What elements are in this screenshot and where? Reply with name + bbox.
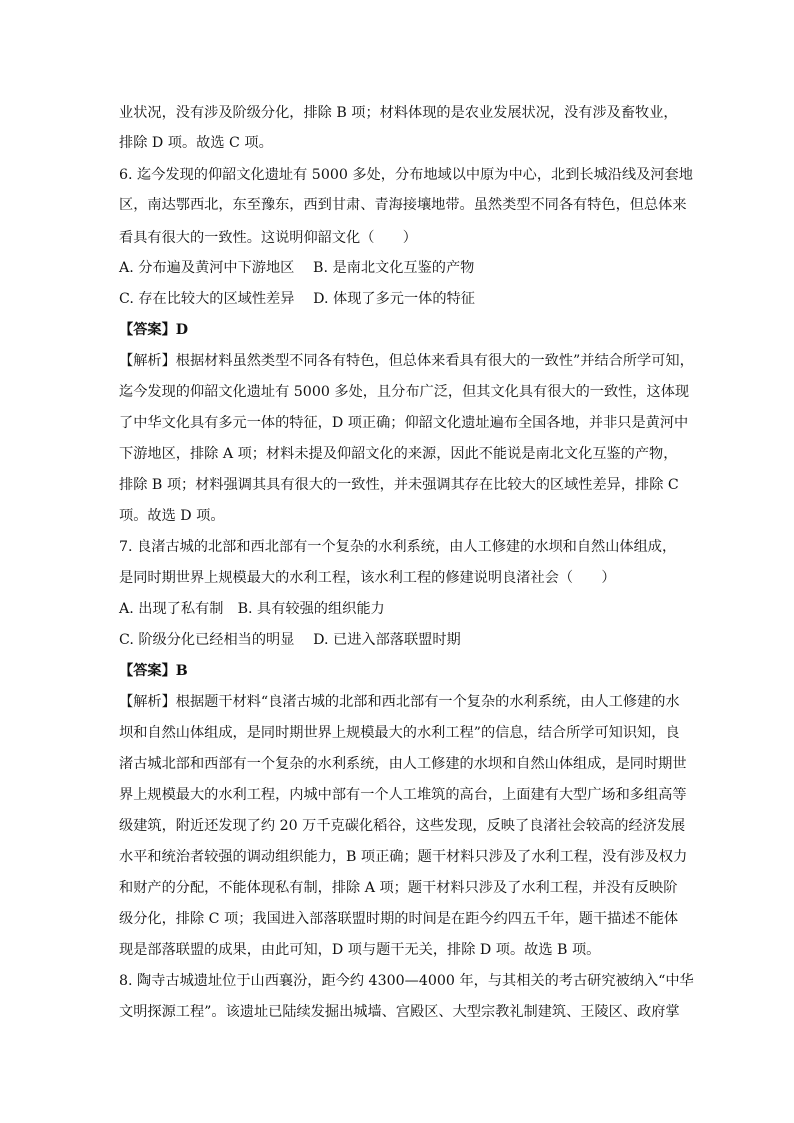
text-line: 现是部落联盟的成果，由此可知，D 项与题干无关，排除 D 项。故选 B 项。 [119,942,601,958]
options-ab: A. 出现了私有制 B. 具有较强的组织能力 [119,601,385,617]
text-line: 坝和自然山体组成，是同时期世界上规模最大的水利工程”的信息，结合所学可知识知，良 [119,725,680,741]
text-line: 排除 D 项。故选 C 项。 [119,135,273,151]
text-line: 是同时期世界上规模最大的水利工程，该水利工程的修建说明良渚社会（ ） [119,570,616,586]
text-line: 业状况，没有涉及阶级分化，排除 B 项；材料体现的是农业发展状况，没有涉及畜牧业， [119,105,678,121]
text-line: 级建筑，附近还发现了约 20 万千克碳化稻谷，这些发现，反映了良渚社会较高的经济发展 [119,818,686,834]
text-line: 水平和统治者较强的调动组织能力，B 项正确；题干材料只涉及了水利工程，没有涉及权力 [119,849,688,865]
analysis-line: 【解析】根据材料虽然类型不同各有特色，但总体来看具有很大的一致性”并结合所学可知， [119,353,694,369]
text-line: 渚古城北部和西部有一个复杂的水利系统，由人工修建的水坝和自然山体组成，是同时期世 [119,756,687,772]
text-line: 级分化，排除 C 项；我国进入部落联盟时期的时间是在距今约四五千年，题干描述不能体 [119,911,679,927]
answer-label: 【答案】B [119,663,188,679]
question-7-stem: 7. 良渚古城的北部和西北部有一个复杂的水利系统，由人工修建的水坝和自然山体组成， [119,539,677,555]
text-line: 和财产的分配，不能体现私有制，排除 A 项；题干材料只涉及了水利工程，并没有反映阶 [119,880,678,896]
text-line: 文明探源工程”。该遗址已陆续发掘出城墙、宫殿区、大型宗教礼制建筑、王陵区、政府掌 [119,1004,680,1020]
text-line: 了中华文化具有多元一体的特征，D 项正确；仰韶文化遗址遍布全国各地，并非只是黄河中 [119,415,689,431]
options-ab: A. 分布遍及黄河中下游地区 B. 是南北文化互鉴的产物 [119,260,475,276]
text-line: 排除 B 项；材料强调其具有很大的一致性，并未强调其存在比较大的区域性差异，排除 C [119,477,679,493]
question-6-stem: 6. 迄今发现的仰韶文化遗址有 5000 多处，分布地域以中原为中心，北到长城沿线及河套地 [119,167,693,183]
analysis-line: 【解析】根据题干材料“良渚古城的北部和西北部有一个复杂的水利系统，由人工修建的水 [119,694,680,710]
text-line: 看具有很大的一致性。这说明仰韶文化（ ） [119,230,417,246]
text-line: 界上规模最大的水利工程，内城中部有一个人工堆筑的高台，上面建有大型广场和多组高等 [119,787,687,803]
text-line: 区，南达鄂西北，东至豫东，西到甘肃、青海接壤地带。虽然类型不同各有特色，但总体来 [119,197,687,213]
text-line: 下游地区，排除 A 项；材料未提及仰韶文化的来源，因此不能说是南北文化互鉴的产物， [119,446,678,462]
text-line: 项。故选 D 项。 [119,508,225,524]
question-8-stem: 8. 陶寺古城遗址位于山西襄汾，距今约 4300—4000 年，与其相关的考古研究被纳入“中华 [119,973,694,989]
answer-label: 【答案】D [119,322,189,338]
options-cd: C. 存在比较大的区域性差异 D. 体现了多元一体的特征 [119,291,475,307]
options-cd: C. 阶级分化已经相当的明显 D. 已进入部落联盟时期 [119,632,461,648]
text-line: 迄今发现的仰韶文化遗址有 5000 多处，且分布广泛，但其文化具有很大的一致性，这体现 [119,384,690,400]
